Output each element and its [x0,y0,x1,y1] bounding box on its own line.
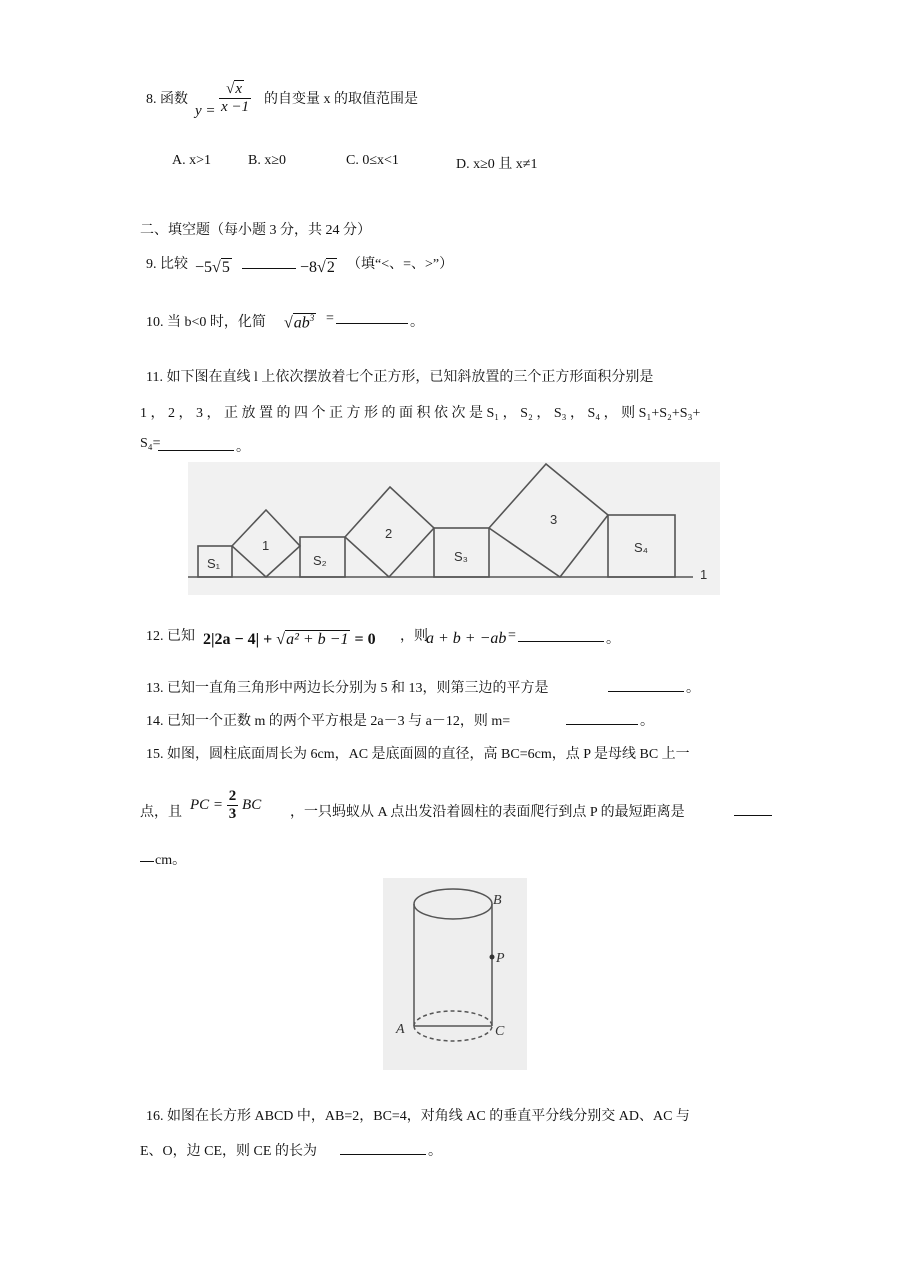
q13-text: 13. 已知一直角三角形中两边长分别为 5 和 13，则第三边的平方是 [146,681,549,696]
label-s1: S₁ [207,556,221,571]
q11-end: 。 [236,440,250,455]
q15-line1: 15. 如图，圆柱底面周长为 6cm，AC 是底面圆的直径，高 BC=6cm，点 P 是母线 BC 上一 [146,747,690,762]
q12-blank[interactable] [518,641,604,642]
label-s2: S₂ [313,553,327,568]
label-line: 1 [700,567,708,582]
q12-eq2: = [508,628,516,643]
q15-line2-suffix: ，一只蚂蚁从 A 点出发沿着圆柱的表面爬行到点 P 的最短距离是 [290,805,685,820]
q8-formula [195,80,251,120]
q9-prefix: 9. 比较 [146,257,188,272]
q15-formula: PC = $\frac{2}{3}$ BC [190,788,262,822]
q8-option-c: C. 0≤x<1 [346,153,399,168]
q14-end: 。 [640,714,654,729]
q11-line2: 1 ， 2 ， 3 ， 正 放 置 的 四 个 正 方 形 的 面 积 依 次 是 S₁ ， S₂ ， S₃ ， S₄ ， 则 S₁+S₂+S₃+ [140,406,701,421]
q8-suffix: 的自变量 x 的取值范围是 [264,92,418,107]
q11-blank[interactable] [158,450,234,451]
q9-expr-a: −5√5 [195,259,230,276]
q16-line1: 16. 如图在长方形 ABCD 中，AB=2，BC=4，对角线 AC 的垂直平分线分别交 AD、AC 与 [146,1109,690,1124]
q12-then: ，则 [400,629,428,644]
label-b: B [493,893,502,908]
q11-line3: S₄= [140,436,161,451]
q12-end: 。 [606,632,620,647]
q9-blank[interactable] [242,268,296,269]
q8-option-d: D. x≥0 且 x≠1 [456,157,538,172]
q13-end: 。 [686,681,700,696]
q8-stem [146,88,188,108]
q13-blank[interactable] [608,691,684,692]
q8-num: x [235,81,242,97]
q10-radical: $√ab^3$ [284,313,315,332]
label-2: 2 [385,526,393,541]
label-s3: S₃ [454,549,468,564]
q10-prefix: 10. 当 b<0 时，化简 [146,315,266,330]
q8-prefix: 8. 函数 [146,92,188,107]
point-p [490,955,495,960]
label-s4: S₄ [634,540,648,555]
q12-prefix: 12. 已知 [146,629,195,644]
label-c: C [495,1024,505,1039]
q16-blank[interactable] [340,1154,426,1155]
q15-cylinder-figure [383,878,527,1070]
q10-blank[interactable] [336,323,408,324]
q12-expr2: a + b + −ab [426,630,507,647]
q12-expr1: 2|2a − 4| + √a² + b −1 = 0 [203,631,376,648]
q9-suffix: （填“<、=、>”） [347,257,454,272]
section-heading: 二、填空题（每小题 3 分，共 24 分） [140,223,371,238]
q15-line2-prefix: 点，且 [140,805,182,820]
q15-line3: cm。 [155,853,187,868]
q8-lhs: y = [195,103,216,120]
label-a: A [396,1022,405,1037]
q10-eq: = [326,311,334,326]
label-1: 1 [262,538,270,553]
q8-option-b: B. x≥0 [248,153,287,168]
q16-end: 。 [428,1144,442,1159]
q10-end: 。 [410,315,424,330]
q8-fraction: $\frac{√x}{x -1}$ [221,81,250,115]
label-p: P [496,951,505,966]
q15-blank-part1[interactable] [734,815,772,816]
q14-blank[interactable] [566,724,638,725]
q9-expr-b: −8√2 [300,259,335,276]
q8-den: x −1 [221,99,250,115]
figure-background [383,878,527,1070]
label-3: 3 [550,512,558,527]
q8-option-a: A. x>1 [172,153,212,168]
q16-line2: E、O，边 CE，则 CE 的长为 [140,1144,317,1159]
q11-line1: 11. 如下图在直线 l 上依次摆放着七个正方形，已知斜放置的三个正方形面积分别是 [146,370,654,385]
q11-squares-figure [188,462,720,595]
q14-text: 14. 已知一个正数 m 的两个平方根是 2a－3 与 a－12，则 m= [146,714,511,729]
q15-blank-part2[interactable] [140,861,154,862]
